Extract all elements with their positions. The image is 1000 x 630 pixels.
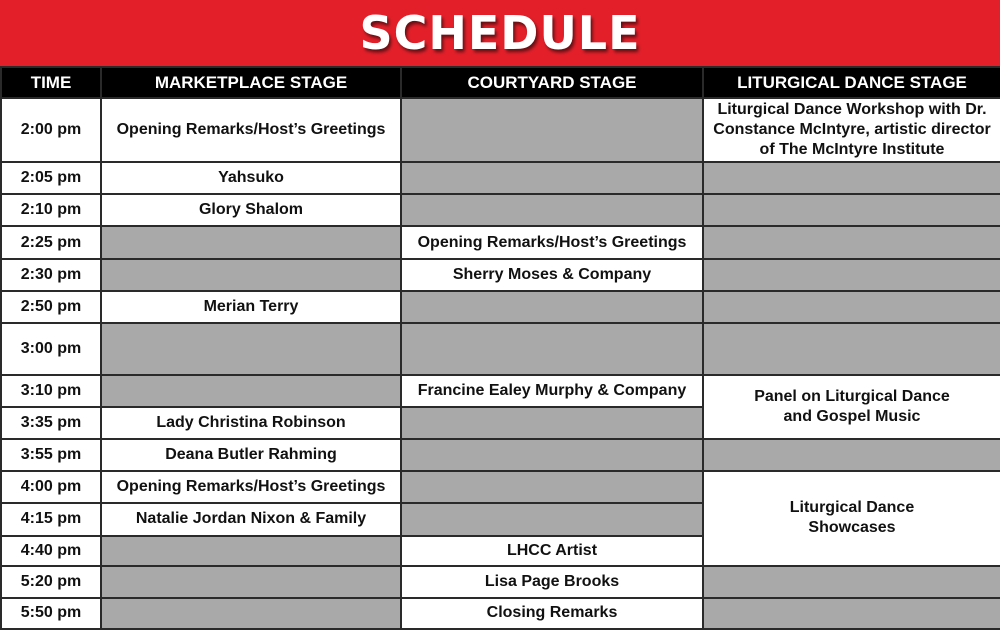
empty-slot bbox=[703, 598, 1000, 629]
liturgical-event: Panel on Liturgical Dance and Gospel Music bbox=[703, 375, 1000, 439]
header-row bbox=[1, 67, 1000, 98]
empty-slot bbox=[401, 291, 703, 323]
time-cell: 3:35 pm bbox=[1, 407, 101, 439]
empty-slot bbox=[703, 323, 1000, 375]
table-row bbox=[1, 98, 1000, 162]
title-banner bbox=[0, 0, 1000, 66]
table-row bbox=[1, 291, 1000, 323]
marketplace-event: Yahsuko bbox=[101, 162, 401, 194]
column-header-courtyard: COURTYARD STAGE bbox=[401, 67, 703, 98]
empty-slot bbox=[703, 439, 1000, 471]
table-row bbox=[1, 375, 1000, 407]
empty-slot bbox=[401, 439, 703, 471]
table-row bbox=[1, 566, 1000, 598]
courtyard-event: LHCC Artist bbox=[401, 536, 703, 566]
empty-slot bbox=[703, 194, 1000, 226]
table-row bbox=[1, 471, 1000, 503]
time-cell: 3:55 pm bbox=[1, 439, 101, 471]
time-cell: 3:00 pm bbox=[1, 323, 101, 375]
empty-slot bbox=[703, 226, 1000, 258]
empty-slot bbox=[703, 291, 1000, 323]
courtyard-event: Closing Remarks bbox=[401, 598, 703, 629]
empty-slot bbox=[401, 98, 703, 162]
liturgical-event: Liturgical Dance Showcases bbox=[703, 471, 1000, 565]
table-row bbox=[1, 598, 1000, 629]
courtyard-event: Sherry Moses & Company bbox=[401, 259, 703, 291]
empty-slot bbox=[101, 566, 401, 598]
empty-slot bbox=[401, 471, 703, 503]
time-cell: 4:00 pm bbox=[1, 471, 101, 503]
marketplace-event: Glory Shalom bbox=[101, 194, 401, 226]
empty-slot bbox=[101, 536, 401, 566]
empty-slot bbox=[401, 503, 703, 535]
empty-slot bbox=[101, 375, 401, 407]
marketplace-event: Lady Christina Robinson bbox=[101, 407, 401, 439]
empty-slot bbox=[703, 162, 1000, 194]
marketplace-event: Deana Butler Rahming bbox=[101, 439, 401, 471]
schedule-table bbox=[0, 66, 1000, 630]
empty-slot bbox=[101, 323, 401, 375]
time-cell: 5:20 pm bbox=[1, 566, 101, 598]
empty-slot bbox=[101, 226, 401, 258]
empty-slot bbox=[703, 259, 1000, 291]
courtyard-event: Opening Remarks/Host’s Greetings bbox=[401, 226, 703, 258]
empty-slot bbox=[703, 566, 1000, 598]
table-row bbox=[1, 439, 1000, 471]
table-row bbox=[1, 194, 1000, 226]
marketplace-event: Merian Terry bbox=[101, 291, 401, 323]
empty-slot bbox=[401, 407, 703, 439]
time-cell: 2:25 pm bbox=[1, 226, 101, 258]
table-row bbox=[1, 162, 1000, 194]
courtyard-event: Francine Ealey Murphy & Company bbox=[401, 375, 703, 407]
time-cell: 2:50 pm bbox=[1, 291, 101, 323]
table-row bbox=[1, 323, 1000, 375]
empty-slot bbox=[401, 194, 703, 226]
marketplace-event: Opening Remarks/Host’s Greetings bbox=[101, 98, 401, 162]
time-cell: 4:40 pm bbox=[1, 536, 101, 566]
liturgical-event: Liturgical Dance Workshop with Dr. Constance McIntyre, artistic director of The McIntyre Institute bbox=[703, 98, 1000, 162]
time-cell: 4:15 pm bbox=[1, 503, 101, 535]
table-row bbox=[1, 226, 1000, 258]
time-cell: 2:10 pm bbox=[1, 194, 101, 226]
table-row bbox=[1, 259, 1000, 291]
courtyard-event: Lisa Page Brooks bbox=[401, 566, 703, 598]
time-cell: 2:00 pm bbox=[1, 98, 101, 162]
marketplace-event: Natalie Jordan Nixon & Family bbox=[101, 503, 401, 535]
empty-slot bbox=[101, 259, 401, 291]
time-cell: 2:05 pm bbox=[1, 162, 101, 194]
time-cell: 5:50 pm bbox=[1, 598, 101, 629]
empty-slot bbox=[401, 323, 703, 375]
empty-slot bbox=[101, 598, 401, 629]
time-cell: 3:10 pm bbox=[1, 375, 101, 407]
column-header-time: TIME bbox=[1, 67, 101, 98]
column-header-liturgical: LITURGICAL DANCE STAGE bbox=[703, 67, 1000, 98]
empty-slot bbox=[401, 162, 703, 194]
page-title: SCHEDULE bbox=[359, 6, 641, 60]
marketplace-event: Opening Remarks/Host’s Greetings bbox=[101, 471, 401, 503]
column-header-marketplace: MARKETPLACE STAGE bbox=[101, 67, 401, 98]
time-cell: 2:30 pm bbox=[1, 259, 101, 291]
